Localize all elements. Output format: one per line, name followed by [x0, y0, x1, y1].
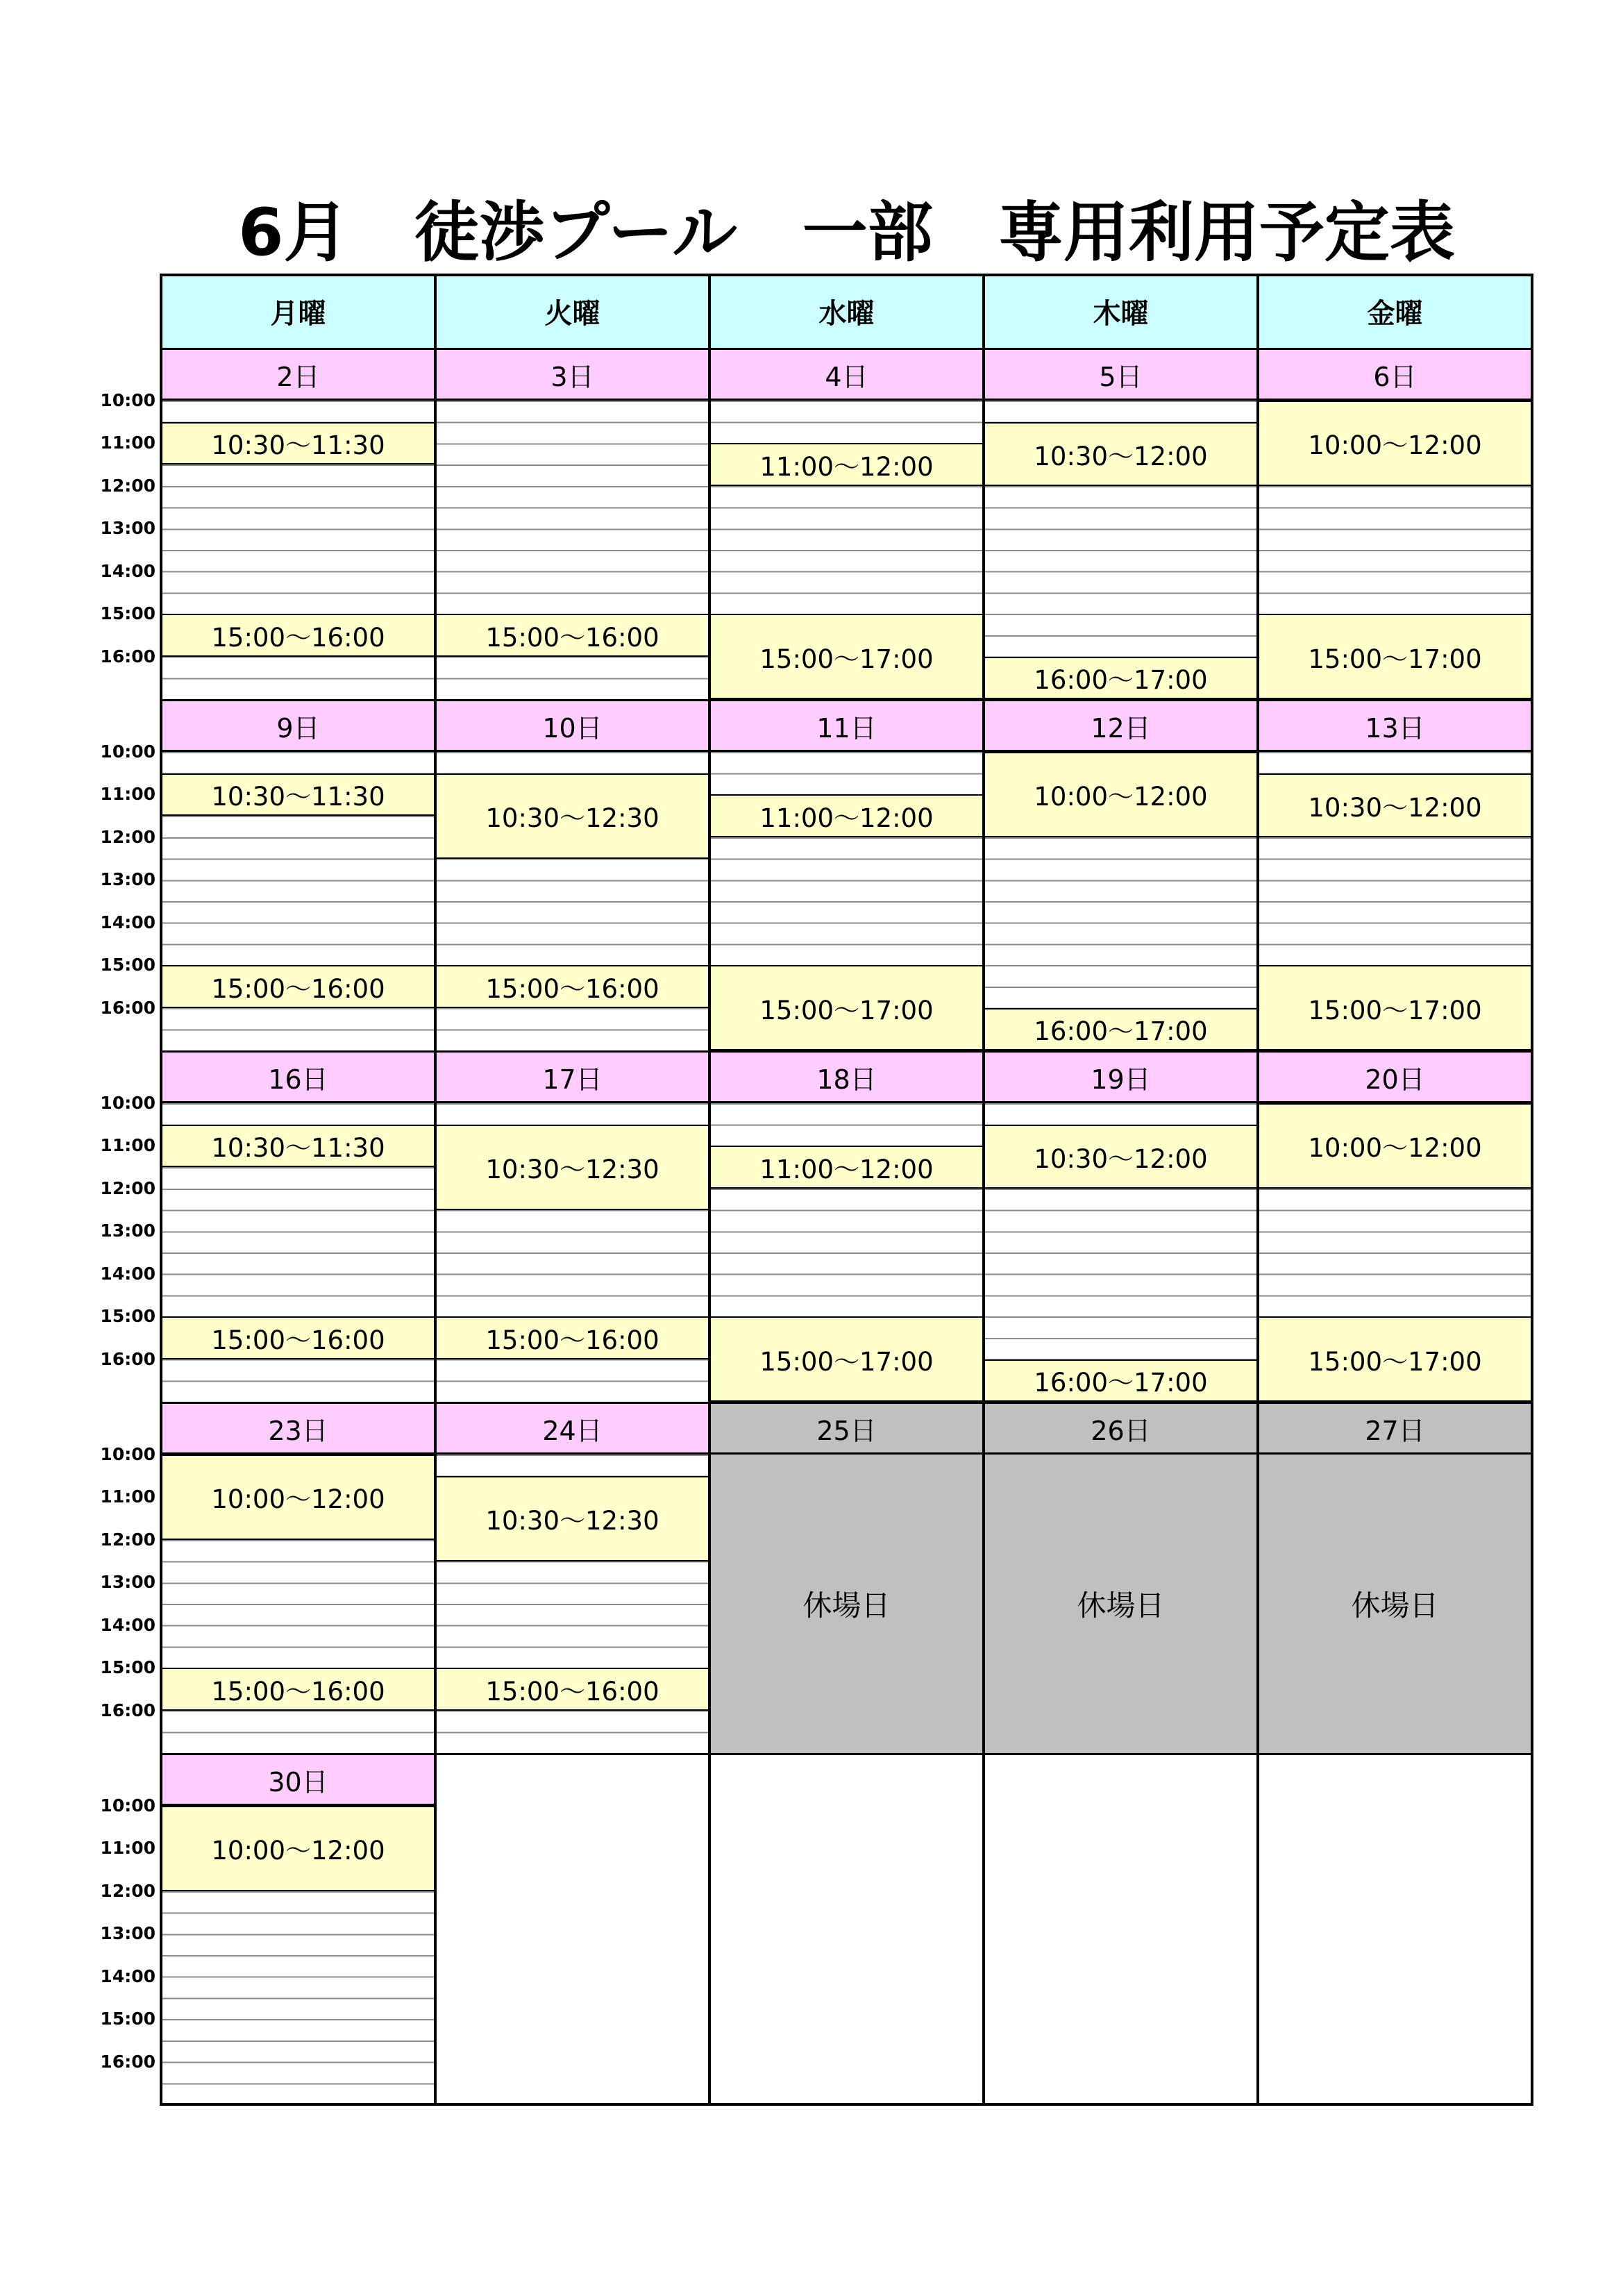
weekday-header: 水曜 — [709, 275, 984, 348]
date-header: 2日 — [161, 348, 435, 401]
date-header: 16日 — [161, 1050, 435, 1103]
booking-block: 15:00～16:00 — [435, 1668, 709, 1710]
booking-block: 11:00～12:00 — [709, 1146, 984, 1188]
booking-block: 16:00～17:00 — [984, 1008, 1258, 1050]
booking-block: 15:00～16:00 — [435, 965, 709, 1007]
time-label: 15:00 — [100, 955, 155, 975]
time-label: 14:00 — [100, 1263, 155, 1284]
date-header: 9日 — [161, 699, 435, 752]
booking-block: 10:30～11:30 — [161, 773, 435, 816]
time-label: 15:00 — [100, 603, 155, 624]
booking-block: 16:00～17:00 — [984, 1359, 1258, 1402]
closed-day-label: 休場日 — [802, 1589, 891, 1623]
booking-block: 15:00～16:00 — [435, 614, 709, 656]
date-header: 23日 — [161, 1402, 435, 1455]
weekday-header: 木曜 — [984, 275, 1258, 348]
table-frame — [160, 274, 1533, 2106]
time-label: 16:00 — [100, 997, 155, 1018]
date-header: 24日 — [435, 1402, 709, 1455]
booking-block: 15:00～16:00 — [161, 965, 435, 1007]
date-header: 27日 — [1258, 1402, 1532, 1455]
date-header: 20日 — [1258, 1050, 1532, 1103]
date-header: 19日 — [984, 1050, 1258, 1103]
booking-block: 15:00～17:00 — [709, 965, 984, 1050]
booking-block: 15:00～17:00 — [709, 614, 984, 699]
time-label: 16:00 — [100, 646, 155, 667]
time-label: 13:00 — [100, 518, 155, 539]
date-header: 5日 — [984, 348, 1258, 401]
booking-block: 10:30～11:30 — [161, 1125, 435, 1167]
date-header: 18日 — [709, 1050, 984, 1103]
weekday-header: 金曜 — [1258, 275, 1532, 348]
booking-block: 15:00～16:00 — [161, 1316, 435, 1359]
time-label: 11:00 — [100, 1838, 155, 1859]
booking-block: 10:30～12:00 — [984, 1125, 1258, 1189]
booking-block: 15:00～17:00 — [1258, 1316, 1532, 1402]
time-label: 15:00 — [100, 2009, 155, 2029]
time-label: 10:00 — [100, 1795, 155, 1816]
time-label: 12:00 — [100, 1178, 155, 1198]
time-label: 13:00 — [100, 1572, 155, 1593]
date-header: 4日 — [709, 348, 984, 401]
date-header: 25日 — [709, 1402, 984, 1455]
date-header: 11日 — [709, 699, 984, 752]
booking-block: 10:00～12:00 — [984, 752, 1258, 837]
time-label: 11:00 — [100, 784, 155, 805]
closed-day-label: 休場日 — [1351, 1589, 1439, 1623]
page-title: 6月 徒渉プール 一部 専用利用予定表 — [238, 194, 1455, 271]
time-label: 14:00 — [100, 912, 155, 932]
date-header: 13日 — [1258, 699, 1532, 752]
booking-block: 10:30～11:30 — [161, 422, 435, 464]
time-label: 16:00 — [100, 1348, 155, 1369]
booking-block: 15:00～16:00 — [161, 614, 435, 656]
date-header: 12日 — [984, 699, 1258, 752]
time-label: 15:00 — [100, 1657, 155, 1678]
booking-block: 11:00～12:00 — [709, 443, 984, 485]
time-label: 13:00 — [100, 869, 155, 890]
time-label: 15:00 — [100, 1306, 155, 1327]
booking-block: 16:00～17:00 — [984, 657, 1258, 699]
booking-block: 15:00～16:00 — [161, 1668, 435, 1710]
time-label: 14:00 — [100, 1614, 155, 1635]
booking-block: 10:00～12:00 — [1258, 1103, 1532, 1189]
time-label: 12:00 — [100, 826, 155, 847]
booking-block: 10:30～12:00 — [1258, 773, 1532, 837]
booking-block: 11:00～12:00 — [709, 794, 984, 837]
time-label: 10:00 — [100, 390, 155, 410]
booking-block: 10:30～12:00 — [984, 422, 1258, 486]
booking-block: 15:00～17:00 — [709, 1316, 984, 1402]
time-label: 16:00 — [100, 1700, 155, 1720]
time-label: 13:00 — [100, 1923, 155, 1944]
booking-block: 15:00～17:00 — [1258, 965, 1532, 1050]
booking-block: 10:00～12:00 — [161, 1455, 435, 1540]
time-label: 13:00 — [100, 1221, 155, 1241]
time-label: 14:00 — [100, 1966, 155, 1986]
time-label: 11:00 — [100, 1135, 155, 1156]
booking-block: 10:30～12:30 — [435, 1125, 709, 1210]
booking-block: 15:00～16:00 — [435, 1316, 709, 1359]
closed-day-label: 休場日 — [1077, 1589, 1165, 1623]
time-label: 10:00 — [100, 741, 155, 762]
time-label: 16:00 — [100, 2051, 155, 2072]
time-label: 11:00 — [100, 433, 155, 453]
date-header: 30日 — [161, 1753, 435, 1806]
time-label: 12:00 — [100, 1529, 155, 1550]
time-label: 14:00 — [100, 560, 155, 581]
date-header: 26日 — [984, 1402, 1258, 1455]
booking-block: 10:30～12:30 — [435, 773, 709, 859]
booking-block: 10:30～12:30 — [435, 1476, 709, 1561]
time-label: 10:00 — [100, 1093, 155, 1113]
time-label: 11:00 — [100, 1486, 155, 1507]
date-header: 6日 — [1258, 348, 1532, 401]
time-label: 12:00 — [100, 475, 155, 496]
date-header: 10日 — [435, 699, 709, 752]
weekday-header: 月曜 — [161, 275, 435, 348]
time-label: 12:00 — [100, 1880, 155, 1901]
booking-block: 10:00～12:00 — [1258, 401, 1532, 486]
date-header: 17日 — [435, 1050, 709, 1103]
date-header: 3日 — [435, 348, 709, 401]
booking-block: 10:00～12:00 — [161, 1806, 435, 1891]
time-label: 10:00 — [100, 1444, 155, 1464]
weekday-header: 火曜 — [435, 275, 709, 348]
booking-block: 15:00～17:00 — [1258, 614, 1532, 699]
